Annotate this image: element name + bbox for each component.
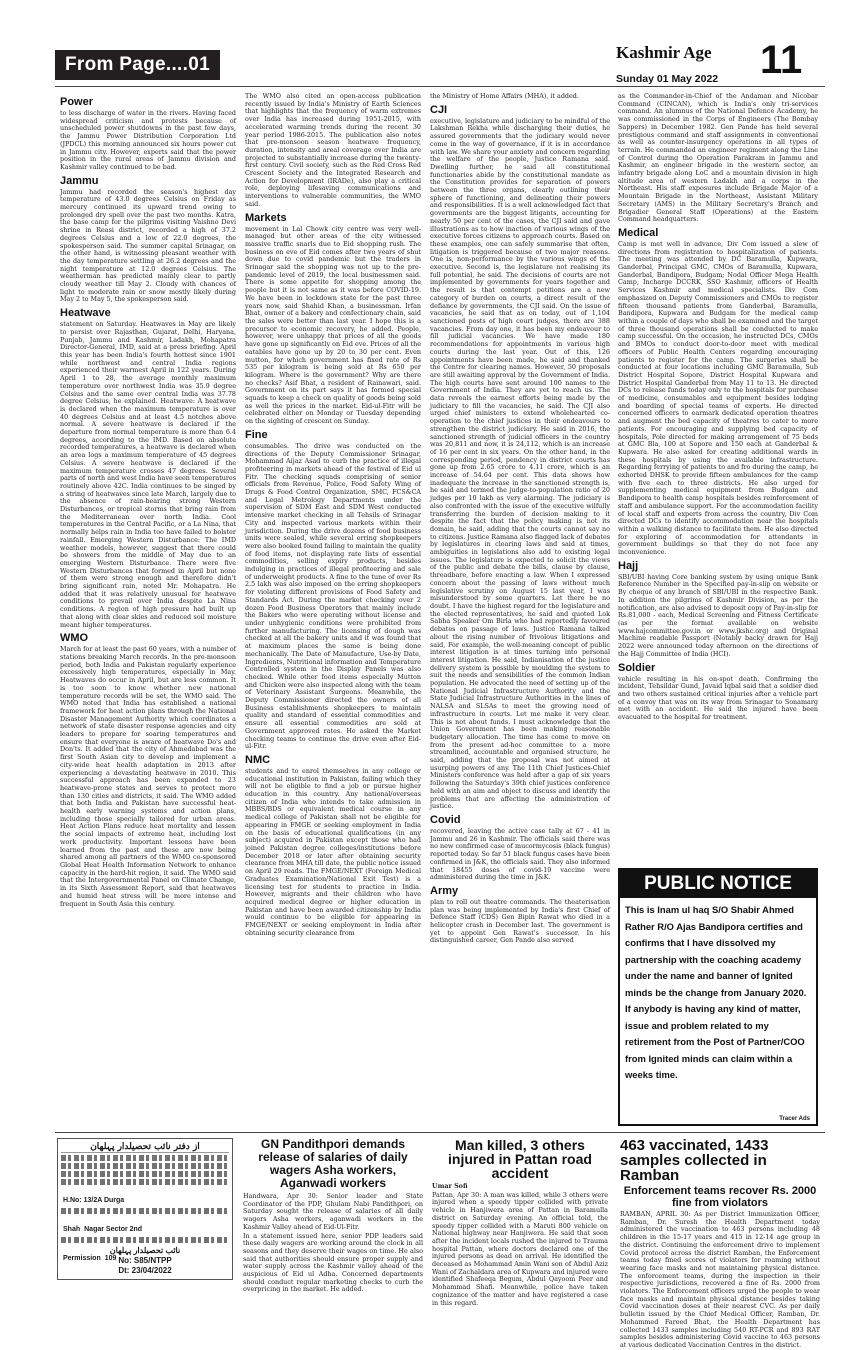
story-man-body: Pattan, Apr 30: A man was killed, while 3 others were injured when a speedy tipper collided with private vehicle in Hanjiwera area of Pattan in Baramulla district on Saturday evening. An official told, the speedy tipper collided with a Maruti 800 vehicle on National highway near Hanjiwera. He said that soon after the incident locals rushed the injured to Trauma hospital Pattan, where doctors declared one of the injured persons as dead on arrival. He identified the deceased as Mohammad Amin Wani son of Abdul Aziz Wani of Zachaldara area of Kupwara and injured were identified Shafeeqa Begum, Abdul Qayoom Peer and Mohammad Shafi. Meanwhile, police have taken cognizance of the matter and have registered a case in this regard. [432,1190,608,1307]
heading-cji: CJI [430,103,448,116]
story-markets: movement in Lal Chowk city centre was very well-managed but other areas of the city witnessed massive traffic snarls due to Eid shopping rush. The business on eve of Eid comes after two years of shut down due to covid pandemic but the traders in Srinagar said the shopping was not up to the pre-pandemic level of 2019, the local businessmen said. There is some appetite for shopping among the people but it is not same as it was before COVID-19. We have been in lockdown state for the past three years now, said Shahid Khan, a businessman. Irfan Bhat, owner of a bakery and confectionary chain, said the sales were better than last year. I hope this is a precursor to economic recovery, he added. People, however, were unhappy that prices of all the goods have gone up significantly on Eid eve. Prices of all the eatables have gone up by 20 to 30 per cent. Even mutton, for which government has fixed rate of Rs 535 per kilogram is being sold at Rs 650 per kilogram. Where is the government? Why are there no checks? Asif Bhat, a resident of Rainawari, said. Government on its part says it has formed special squads to keep a check on quality of goods being sold as well the prices in the market. Eid-ul-Fitr will be celebrated either on Monday or Tuesday depending on the sighting of crescent on Sunday. [245,224,421,426]
heading-wmo: WMO [60,632,89,645]
story-power: to less discharge of water in the rivers. Having faced widespread criticism and protests because of unscheduled power shutdowns in the past few days, the Jammu Power Distribution Corporation Ltd (JPDCL) this morning announced six hours power cut in Jammu city. However, experts said that the power position in the rural areas of Jammu division and Kashmir valley continued to be bad. [60,109,236,171]
heading-nmc: NMC [245,753,271,766]
urdu-text-line [61,1155,229,1161]
story-ramban-body: RAMBAN, APRIL 30: As per District Immunization Officer, Ramban, Dr. Suresh the Health Department today administered the vaccination to 463 persons including 48 children in the 15-17 years and 415 in 12-14 age group in the district. Continuing the enforcement drive to implement Covid protocol across the district Ramban, the Enforcement teams today fined scores of violators for roaming without wearing face masks and not maintaining physical distance. The enforcement teams, during the inspection in their respective jurisdictions, recovered a fine of Rs. 2000 from violators. The Enforcement officers urged the people to wear face masks and maintain physical distance besides taking Covid vaccination doses at their nearest CVC. As per daily bulletin issued by the Chief Medical Officer, Ramban, Dr. Mohammed Fareed Bhat, the Health Department has collected 1433 samples including 540 RT-PCR and 893 RAT samples besides administering Covid vaccine to 463 persons at various dedicated Vaccination Centres in the district. [620,1210,820,1349]
story-ramban-headline: 463 vaccinated, 1433 samples collected in Ramban [620,1137,769,1184]
urdu-text-line [61,1179,229,1185]
heading-army: Army [430,884,459,897]
story-gn-caption: Handwara, Apr 30: Senior leader and State Coordinator of the PDP, Ghulam Nabi Pandithpori, on Saturday sought the release of salaries of all daily wagers Asha workers, aganwadi workers in the Kashmir Valley ahead of Eid-Ul-Fitr. [243,1192,423,1231]
urdu-public-notice [57,1138,233,1280]
story-wmo-cont: The WMO also cited an open-access publication recently issued by India's Ministry of Earth Sciences that highlights that the frequency of warm extremes over India has increased during 1951-2015, with accelerated warming trends during the recent 30 year period 1986-2015. The publication also notes that pre-monsoon season heatwave frequency, duration, intensity and areal coverage over India are projected to substantially increase during the twenty-first century. Civil society, such as the Red Cross Red Crescent Society and the Integrated Research and Action for Development (IRADe), also play a critical role, deploying lifesaving communications and interventions to vulnerable communities, the WMO said. [245,92,421,208]
story-heatwave: statement on Saturday. Heatwaves in May are likely to persist over Rajasthan, Gujarat, Delhi, Haryana, Punjab, Jammu and Kashmir, Ladakh, Mohapatra Director-General, IMD, said at a press briefing. April this year has been India's fourth hottest since 1901 while northwest and central India regions experienced their warmest April in 122 years. During April 1 to 28, the average monthly maximum temperature over northwest India was 35.9 degree Celsius and the same over central India was 37.78 degree Celsius, he explained. Heatwave: A heatwave is declared when the maximum temperature is over 40 degrees Celsius and at least 4.5 notches above normal. A severe heatwave is declared if the departure from normal temperature is more than 6.4 degrees, according to the IMD. Based on absolute recorded temperatures, a heatwave is declared when an area logs a maximum temperature of 45 degrees Celsius. A severe heatwave is declared if the maximum temperature crosses 47 degrees. Several parts of north and west India have seen temperatures routinely above 42C. India continues to be singed by a string of heatwaves since late March, largely due to the absence of rain-bearing strong Western Disturbances, or tropical storms that bring rain from the Mediterranean over north India. Cool temperatures in the Central Pacific, or a La Nina, that normally helps rain in India too have failed to bolster rainfall. Emerging Western Disturbance: The IMD weather models, however, suggest that there could be showers from the middle of May due to an emerging Western Disturbance. There were five Western Disturbances that formed in April but none of them were strong enough and therefore didn't bring significant rain, noted Mr. Mohapatra. He added that it was relatively unusual for heatwave conditions to prevail over India despite La Nina conditions. A region of high pressure had built up that along with clear skies and reduced soil moisture meant higher temperatures. [60,320,236,629]
urdu-ref-1: H.No: 13/2A Durga [63,1197,125,1204]
urdu-text-line [61,1208,229,1214]
column-4 [618,93,818,861]
public-notice-ad [618,868,818,1126]
story-soldier: vehicle resulting in his on-spot death. Confirming the incident, Tehsildar Gund, Javaid Iqbal said that a soldier died and two others sustained critical injuries after a vehicle part of a convoy that was on its way from Srinagar to Sonamarg met with an accident. He said the injured have been evacuated to the hospital for treatment. [618,674,818,722]
heading-power: Power [60,96,94,108]
story-man-byline: Umar Sofi [432,1182,468,1190]
story-man-killed [432,1137,608,1307]
heading-hajj: Hajj [618,559,639,572]
heading-fine: Fine [245,428,268,441]
column-2 [245,93,421,1123]
section-banner: From Page....01 [55,50,220,80]
story-army-cont: as the Commander-in-Chief of the Andaman and Nicobar Command (CINCAN), which is India's only tri-services command. An alumnus of the National Defence Academy, he was commissioned in the Corps of Engineers (The Bombay Sappers) in December 1982. Gen Pande has held several prestigious command and staff assignments in conventional as well as counter-insurgency operations in all types of terrain. He commanded an engineer regiment along the Line of Control during the Operation Parakram in Jammu and Kashmir, an engineer brigade in the western sector, an infantry brigade along LoC and a mountain division in high altitude area of western Ladakh and a corps in the Northeast. His staff exposures include Brigade Major of a Mountain Brigade in the Northeast, Assistant Military Secretary (AMS) in the Military Secretary's Branch and Brigadier General Staff (Operations) at the Eastern Command headquarters. [618,92,818,224]
bottom-section-rule [55,1132,825,1133]
story-nmc: students and to enrol themselves in any college or educational institution in Pakistan, failing which they will not be eligible to find a job or pursue higher education in this country. Any national/overseas citizen of India who intends to take admission in MBBS/BDS or equivalent medical course in any medical college of Pakistan shall not be eligible for appearing in FMGE or seeking employment in India on the basis of educational qualifications (in any subject) acquired in Pakistan except those who had joined Pakistan degree colleges/institutions before December 2018 or later after obtaining security clearance from MHA till date, the public notice issued on April 29 reads. The FMGE/NEXT (Foreign Medical Graduates Examination/National Exit Test) is a licensing test for students to practice in India. However, migrants and their children who have acquired medical degree or higher education in Pakistan and have been awarded citizenship by India would continue to be eligible for appearing in FMGE/NEXT or seeking employment in India after obtaining security clearance from [245,766,421,937]
urdu-ref-3: Nagar Sector 2nd [84,1226,143,1233]
story-gn-body: In a statement issued here, senior PDP leaders said these daily wagers are working around the clock in all seasons and they deserve their wages on time. He also said that authorities should ensure proper supply and water supply across the Kashmir valley ahead of the auspicious of Eid ul Adha. Concerned departments should conduct regular marketing checks to curb the overpricing in the market. He added. [243,1231,423,1294]
column-1 [60,93,236,1123]
heading-covid: Covid [430,813,461,826]
urdu-ref-2: Shah [63,1226,81,1233]
heading-jammu: Jammu [60,174,99,187]
urdu-text-line [61,1171,229,1177]
urdu-notice-footer [58,1246,232,1276]
urdu-text-line [61,1163,229,1169]
story-nmc-cont: the Ministry of Home Affairs (MHA), it added. [430,92,579,100]
story-wmo: March for at least the past 60 years, with a number of stations breaking March records. In the pre-monsoon period, both India and Pakistan regularly experience excessively high temperatures, especially in May. Heatwaves do occur in April, but are less common. It is too soon to know whether new national temperature records will be set, the WMO said. The WMO noted that India has established a national framework for heat action plans through the National Disaster Management Authority which coordinates a network of state disaster response agencies and city leaders to prepare for soaring temperatures and ensure that everyone is aware of heatwave Do's and Don'ts. It added that the city of Ahmedabad was the first South Asian city to develop and implement a city-wide heat health adaptation in 2013 after experiencing a devastating heatwave in 2010. This successful approach has been expanded to 23 heatwave-prone states and serves to protect more than 130 cities and districts, it said. The WMO added that both India and Pakistan have successful heat-health early warning systems and action plans, including those specially tailored for urban areas. Heat Action Plans reduce heat mortality and lessen the social impacts of extreme heat, including lost work productivity. Important lessons have been learned from the past and these are now being shared among all partners of the WMO co-sponsored Global Heat Health Information Network to enhance capacity in the hard-hit region, it said. The WMO said that the Intergovernmental Panel on Climate Change, in its Sixth Assessment Report, said that heatwaves and humid heat stress will be more intense and frequent in South Asia this century. [60,645,236,908]
urdu-footer-date: Dt: 23/04/2022 [118,1266,172,1275]
newspaper-logo: Kashmir Age [616,43,712,62]
urdu-text-line [61,1237,229,1243]
story-army: plan to roll out theatre commands. The theaterisation plan was being implemented by India's first Chief of Defence Staff (CDS) Gen Bipin Rawat who died in a helicopter crash in December last. The government is yet to appoint Gen Rawat's successor. In his distinguished career, Gen Pande also served [430,897,610,945]
page-number: 11 [760,38,803,82]
urdu-ref-4: Permission [63,1255,101,1262]
public-notice-credit: Tracer Ads [779,1116,810,1122]
story-jammu: Jammu had recorded the season's highest day temperature of 43.0 degrees Celsius on Friday as mercury continued its upward trend owing to prolonged dry spell over the past two months. Katra, the base camp for the pilgrims visiting Vaishno Devi shrine in Reasi district, recorded a high of 37.2 degrees Celsius and a low of 22.0 degrees, the spokesperson said. The summer capital Srinagar, on the other hand, is witnessing pleasant weather with the day temperature settling at 26.2 degrees and the night temperature at 12.0 degrees Celsius. The weatherman has predicted mainly clear to partly cloudy weather till May 2. Cloudy with chances of light to moderate rain or snow mostly likely during May 2 to May 5, the spokesperson said. [60,187,236,304]
story-hajj: SBI/UBI having Core banking system by using unique Bank Reference Number in the Specified pay-in-slip on website or By cheque of any branch of SBI/UBI in the respective Bank. In addition the pilgrims of Kashmir Division, as per the notification, are also advised to deposit copy of Pay-in-slip for Rs.81,000 - each, Medical Screening and Fitness Certificate (as per the format available on website www.hajcommittee.gov.in or www.jkshc.org) and Original Machine readable Passport (Notably backy drawn for Hajj 2022 were announced today afternoon on the directions of the Hajj Committee of India (HCI). [618,572,818,658]
heading-medical: Medical [618,226,659,239]
story-fine: consumables. The drive was conducted on the directions of the Deputy Commissioner Srinagar, Mohammad Aijaz Asad to curb the practice of illegal profiteering in markets ahead of the festival of Eid ul Fitr. The checking squads comprising of senior officials from Revenue, Police, Food Safety Wing of Drugs & Food Control Organization, SMC, FCS&CA and Legal Metrology Departments under the supervision of SDM East and SDM West conducted intensive market checking in all Tehsils of Srinagar City and inspected various markets within their jurisdiction. During the drive dozens of food business units were sealed, while several erring shopkeepers were also booked found failing to maintain the quality of food items, not displaying rate lists of essential commodities, selling expiry products, besides indulging in practices of illegal profiteering and sale of underweight products. A fine to the tune of over Rs 2.5 lakh was also imposed on the erring shopkeepers for violating different provisions of Food Safety and Standards Act. During the market checking over 2 dozen Food Business Operators that mainly include the Bakers who were operating without license and under unhygienic conditions were prohibited from further manufacturing. The licensing of dough was checked at all the bakery units and it was found that at maximum places the same is being done mechanically. The Date of Manufacture, Use-by Date, Ingredients, Nutritional information and Temperature Controlled system in the Display Panels was also checked. While other food items especially Mutton and Chicken were also inspected along with the team of Veterinary Assistant Surgeons. Meanwhile, the Deputy Commissioner directed the owners of all Business establishments shopkeepers to maintain quality and standard of essential commodities and ensure all essential commodities are sold at Government approved rates. He asked the Market checking teams to continue the drive even after Eid-ul-Fitr. [245,441,421,751]
urdu-footer-number: No: S85/NTPP [118,1256,172,1265]
story-covid: recovered, leaving the active case tally at 67 - 41 in Jammu and 26 in Kashmir. The officials said there was no new confirmed case of mucormycosis (black fungus) reported today. So far 51 black fungus cases have been confirmed in J&K, the officials said. They also informed that 18455 doses of covid-19 vaccine were administered during the time in J&K. [430,826,610,882]
story-gn-headline: GN Pandithpori demands release of salaries of daily wagers Asha workers, Aganwadi workers [258,1137,408,1190]
urdu-ref-5: 109 [104,1255,117,1262]
heading-heatwave: Heatwave [60,307,111,320]
story-gn-pandithpori [243,1137,423,1294]
public-notice-title: PUBLIC NOTICE [620,870,816,898]
header-rule [55,86,825,87]
urdu-notice-title: از دفتر نائب تحصیلدار پہلهان [61,1142,229,1153]
story-ramban-subhead: Enforcement teams recover Rs. 2000 fine from violators [623,1185,817,1209]
public-notice-body: This is Inam ul haq S/O Shabir Ahmed Rather R/O Ajas Bandipora certifies and confirms that I have dissolved my partnership with the coaching academy under the name and banner of Ignited minds be the change from January 2020. If anybody is having any kind of matter, issue and problem related to my retirement from the Post of Partner/COO from Ignited minds can claim within a weeks time. [625,904,807,1080]
urdu-footer-title: نائب تحصیلدار پہلهان [109,1246,181,1255]
story-ramban [620,1137,820,1349]
story-cji: executive, legislature and judiciary to be mindful of the Lakshman Rekha while discharging their duties, he assured governments that the judiciary would never come in the way of governance, if it is in accordance with law. We share your anxiety and concern regarding the welfare of the people, Justice Ramana said. Dwelling further, he said all constitutional functionaries abide by the constitutional mandate as the Constitution provides for separation of powers between the three organs, clearly outlining their sphere of functioning, and delineating their powers and responsibilities. It is a well acknowledged fact that governments are the biggest litigants, accounting for nearly 50 per cent of the cases, the CJI said and gave illustrations as to how inaction of various wings of the executive forces citizens to approach courts. Based on these examples, one can safely summarise that often, litigation is triggered because of two major reasons. One is, non-performance by the various wings of the executive. Second is, the legislature not realising its full potential, he said. The decisions of courts are not implemented by governments for years together and the result is that contempt petitions are a new category of burden on courts, a direct result of the defiance by governments, the CJI said. On the issue of vacancies, he said that as on today, out of 1,104 sanctioned posts of high court judges, there are 388 vacancies. From day one, it has been my endeavour to fill judicial vacancies. We have made 180 recommendations for appointments in various high courts during the last year. Out of this, 126 appointments have been made, he said and thanked the Centre for clearing names. However, 50 proposals are still awaiting approval by the Government of India. The high courts have sent around 100 names to the Government of India. They are yet to reach us. The data reveals the earnest efforts being made by the judiciary to fill the vacancies, he said. The CJI also urged chief ministers to extend wholehearted co-operation to the chief justices in their endeavours to strengthen the district judiciary. He said in 2016, the sanctioned strength of judicial officers in the country was 20,811 and now, it is 24,112, which is an increase of 16 per cent in six years. On the other hand, in the corresponding period, pendency in district courts has gone up from 2.65 crore to 4.11 crore, which is an increase of 54.64 per cent. This data shows how inadequate the increase in the sanctioned strength is, he said and termed the judge-to-population ratio of 20 judges per 10 lakh as very alarming. The judiciary is also confronted with the issue of the executive wilfully transferring the burden of decision making to it despite the fact that the policy making is not its domain, he said, adding that the courts cannot say no to citizens. Justice Ramana also flagged lack of debates by legislatures in clearing laws and said at times, ambiguities in legislations also add to existing legal issues. The legislature is expected to solicit the views of the public and debate the bills, clause by clause, threadbare, before enacting a law. When I expressed concern about the passing of laws without much legislative scrutiny on August 15 last year, I was misunderstood by some quarters. Let there be no doubt. I have the highest regard for the legislature and the elected representatives, he said and quoted Lok Sabha Speaker Om Birla who had reportedly favoured debates on passage of laws. Justice Ramana talked about the rising number of frivolous litigations and said, For example, the well-meaning concept of public interest litigation is at times turning into personal interest litigation. He said, Indianisation of the justice delivery system is possible by moulding the system to suit the needs and sensibilities of the common Indian population. He advocated the need of setting up of the National Judicial Infrastructure Authority and the State Judicial Infrastructure Authorities in the lines of NALSA and SLSAs to meet the growing need of infrastructure in courts. Let me make it very clear. This is not about funds. I must acknowledge that the Union Government has been making reasonable budgetary allocation. The time has come to move on from the present ad-hoc committee to a more streamlined, accountable and organised structure, he said, adding that the proposal was not aimed at usurping powers of any. The 11th Chief Justices-Chief Ministers conference was held after a gap of six years following the Saturday's 39th chief justices conference held with an aim and object to discuss and identify the problems that are affecting the administration of justice. [430,116,611,811]
heading-soldier: Soldier [618,661,656,674]
story-man-headline: Man killed, 3 others injured in Pattan road accident [448,1137,592,1181]
heading-markets: Markets [245,211,287,224]
issue-date: Sunday 01 May 2022 [616,73,719,85]
column-3 [430,93,610,1123]
story-medical: Camp is met well in advance, Div Com issued a slew of directions from registration to hospitalization of patients. The meeting was attended by DC Baramulla, Kupwara, Ganderbal, Principal GMC, CMOs of Baramulla, Kupwara, Ganderbal, Bandipora, Budgam; Nodal Officer Mega Health Camp, Incharge DCCRK, SSO Kashmir, officers of Health Services Kashmir and medical specialists. Div Com emphasized on Deputy Commissioners and CMOs to register fifteen thousand patients from Ganderbal, Baramulla, Bandipora, Kupwara and Budgam for the medical camp within a couple of days who shall be examined and the target of three thousand operations shall be conducted to make camp successful. On the occasion, he instructed DCs, CMOs and BMOs to conduct door-to-door meet with medical officers of Public Health Centers regarding encouraging patients to register for the camp. The surgeries shall be conducted at four locations including GMC Baramulla, Sub District Hospital Sopore, District Hospital Kupwara and District Hospital Ganderbal from May 11 to 13. He directed DCs to release funds today only to the hospitals for purchase of medicine, consumables and equipment besides lodging and boarding of special teams of experts. He directed concerned officers to earmark dedicated operation theatres and augment the bed capacity of theatres to cater to more patients. For encouraging and supplying bed capacity of hospitals, Pole directed for making arrangement of 75 beds at GMC Bla, 100 at Sopore and 150 each at Ganderbal & Kupwara. He also asked for creating additional wards in these hospitals by using the available infrastructure. Regarding ferrying of patients to and fro during the camp, he exhorted DHSK to provide fifteen ambulances for the camp with five each to three districts. He also urged for supplementing medical equipment from Budgam and Bandipora to health camp hospitals besides reinforcement of staff and ambulance support. For the accommodation facility of local staff and experts from across the country, Div Com directed DCs to identify accommodation near the hospitals within a walking distance to facilitate them. He also directed for exploring of accommodation for attendants in government buildings so that they do not face any inconvenience. [618,239,818,557]
